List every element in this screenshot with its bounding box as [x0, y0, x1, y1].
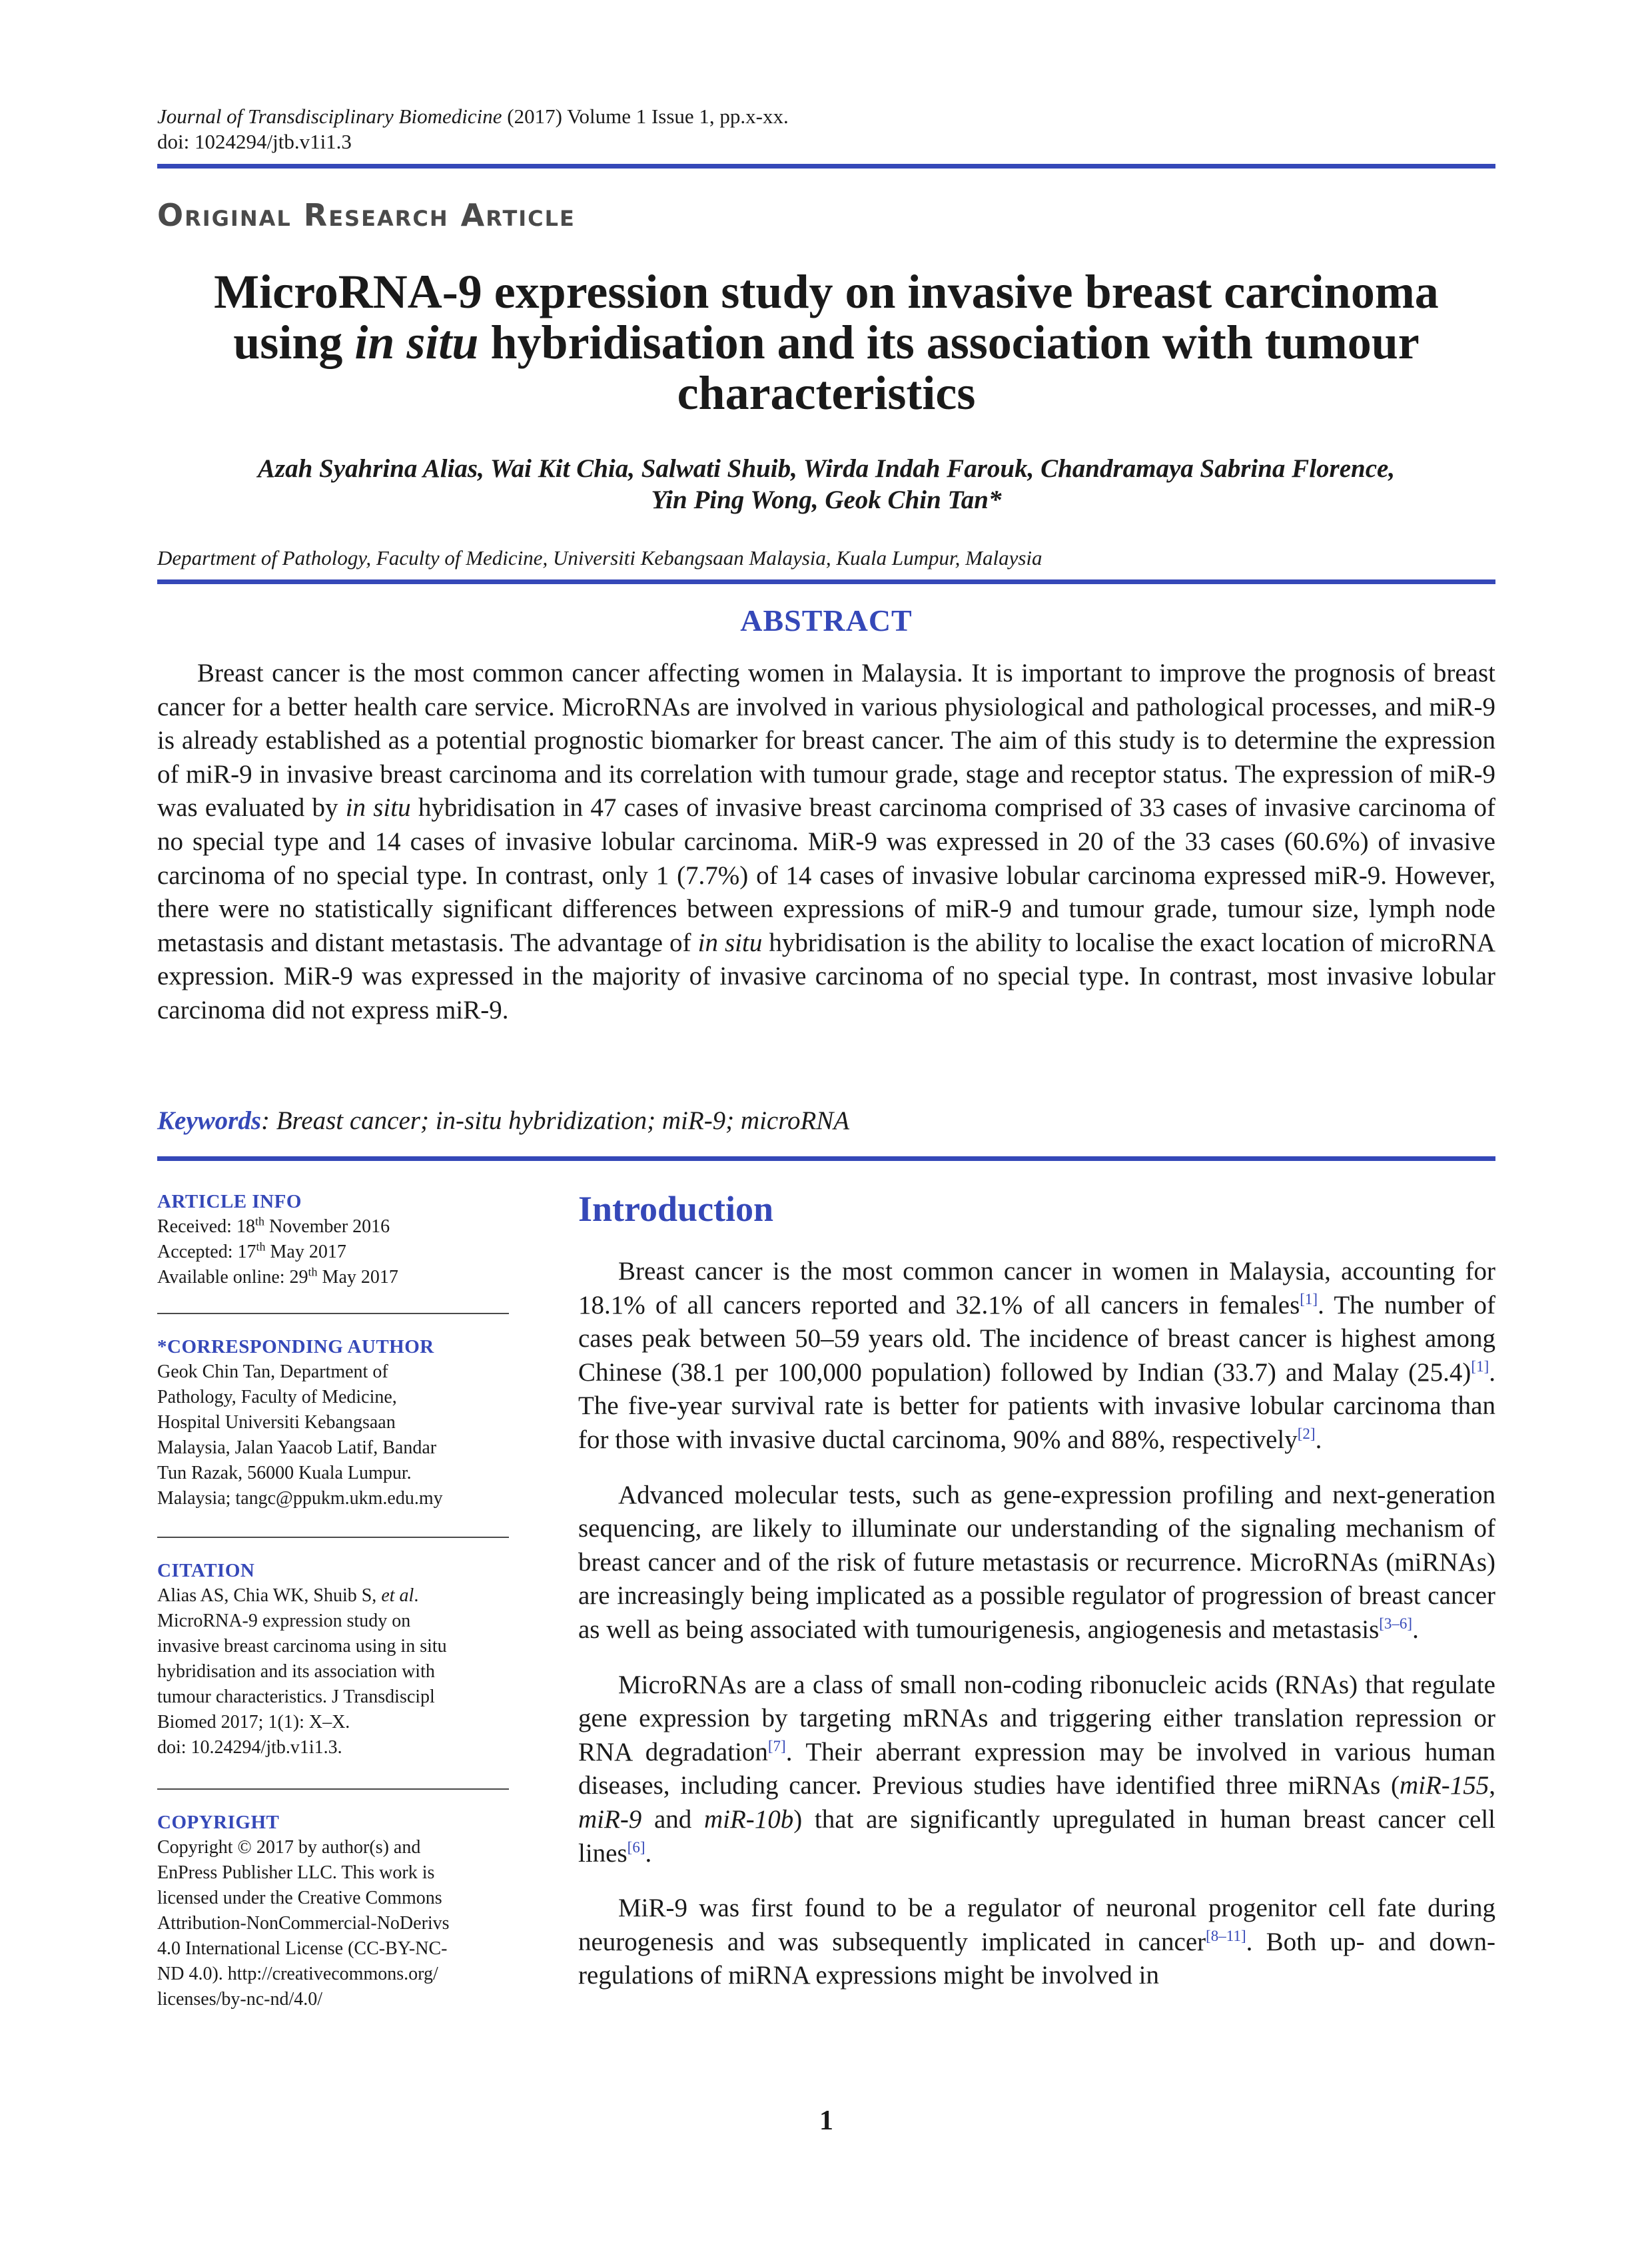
article-info-block — [157, 1189, 509, 1290]
corresponding-author-block — [157, 1334, 509, 1511]
p3-text-d: and — [641, 1804, 704, 1834]
title-line-1: MicroRNA-9 expression study on invasive breast carcinoma — [214, 265, 1439, 318]
copyright-line: licensed under the Creative Commons — [157, 1888, 442, 1908]
citation-line — [157, 1583, 509, 1609]
copyright-line: ND 4.0). http://creativecommons.org/ — [157, 1964, 438, 1984]
article-info-heading: ARTICLE INFO — [157, 1191, 302, 1212]
received-b: November 2016 — [264, 1216, 390, 1237]
intro-paragraph-1 — [578, 1255, 1495, 1457]
citation-line: invasive breast carcinoma using in situ — [157, 1636, 447, 1657]
journal-volume: (2017) Volume 1 Issue 1, pp.x-xx. — [502, 105, 789, 128]
mirna-name: miR-9 — [578, 1804, 642, 1834]
abstract-part-2: hybridisation in 47 cases of invasive breast carcinoma comprised of 33 cases of invasive carcinoma of no special type and 14 cases of invasive lobular carcinoma. MiR-9 was expressed in 20 of the 33 cases (60.6%) of invasive carcinoma of no special type. In contrast, only 1 (7.7%) of 14 cases of invasive lobular carcinoma expressed miR-9. However, there were no statistically significant differences between expressions of miR-9 and tumour grade, tumour size, lymph node metastasis and distant metastasis. The advantage of — [157, 793, 1495, 957]
p3-text-f: . — [645, 1838, 652, 1868]
keywords-text: : Breast cancer; in-situ hybridization; miR-9; microRNA — [261, 1106, 850, 1135]
main-column — [578, 1186, 1495, 2014]
reference-link[interactable]: [8–11] — [1206, 1927, 1246, 1944]
citation-line: doi: 10.24294/jtb.v1i1.3. — [157, 1737, 342, 1758]
title-line-2b: hybridisation and its association with tumour — [478, 316, 1420, 369]
p4-text-b: . Both up- and down-regulations of miRNA expressions might be involved in — [578, 1927, 1495, 1990]
header-rule — [157, 164, 1495, 169]
abstract-part-1: Breast cancer is the most common cancer affecting women in Malaysia. It is important to improve the prognosis of breast cancer for a better health care service. MicroRNAs are involved in various physiological and pathological processes, and miR-9 is already established as a potential prognostic biomarker for breast cancer. The aim of this study is to determine the expression of miR-9 in invasive breast carcinoma and its correlation with tumour grade, stage and receptor status. The expression of miR-9 was evaluated by — [157, 659, 1495, 823]
citation-block — [157, 1558, 509, 1760]
p2-text-a: Advanced molecular tests, such as gene-expression profiling and next-generation sequencing, are likely to illuminate our understanding of the signaling mechanism of breast cancer and of the risk of future metastasis or recurrence. MicroRNAs (miRNAs) are increasingly being implicated as a possible regulator of progression of breast cancer as well as being associated with tumourigenesis, angiogenesis and metastasis — [578, 1480, 1495, 1644]
copyright-line: Copyright © 2017 by author(s) and — [157, 1837, 421, 1858]
abstract-rule — [157, 1156, 1495, 1161]
author-list — [157, 453, 1495, 516]
journal-name: Journal of Transdisciplinary Biomedicine — [157, 105, 502, 128]
title-line-2-italic: in situ — [354, 316, 479, 369]
doi-line: doi: 1024294/jtb.v1i1.3 — [157, 130, 352, 153]
citation-heading: CITATION — [157, 1560, 255, 1581]
title-line-2 — [157, 317, 1495, 368]
citation-line: Biomed 2017; 1(1): X–X. — [157, 1712, 350, 1732]
reference-link[interactable]: [1] — [1471, 1357, 1489, 1375]
received-a: Received: 18 — [157, 1216, 255, 1237]
abstract-text — [157, 657, 1495, 1028]
accepted-date — [157, 1240, 509, 1265]
keywords — [157, 1106, 849, 1136]
reference-link[interactable]: [3–6] — [1379, 1615, 1413, 1632]
citation-authors: Alias AS, Chia WK, Shuib S, — [157, 1585, 382, 1606]
authors-line-2: Yin Ping Wong, Geok Chin Tan* — [651, 486, 1002, 514]
article-page — [157, 0, 1495, 2242]
reference-link[interactable]: [6] — [627, 1838, 645, 1856]
p1-text-b: . The number of cases peak between 50–59 years old. The incidence of breast cancer is highest among Chinese (38.1 per 100,000 population) followed by Indian (33.7) and Malay (25.4) — [578, 1290, 1495, 1387]
accepted-sup: th — [256, 1240, 266, 1254]
abstract-italic-1: in situ — [345, 793, 411, 823]
p3-text-a: MicroRNAs are a class of small non-coding ribonucleic acids (RNAs) that regulate gene expression by targeting mRNAs and triggering either translation repression or RNA degradation — [578, 1670, 1495, 1766]
article-title — [157, 266, 1495, 418]
citation-dot: . — [414, 1585, 419, 1606]
copyright-line: Attribution-NonCommercial-NoDerivs — [157, 1913, 450, 1934]
citation-et-al: et al — [381, 1585, 414, 1606]
intro-paragraph-2 — [578, 1479, 1495, 1647]
accepted-a: Accepted: 17 — [157, 1242, 256, 1262]
abstract-italic-2: in situ — [697, 928, 763, 957]
p3-text-e: ) that are significantly upregulated in human breast cancer cell lines — [578, 1804, 1495, 1868]
p1-text-d: . — [1315, 1425, 1322, 1454]
reference-link[interactable]: [1] — [1300, 1290, 1318, 1308]
article-type-label: Original Research Article — [157, 197, 576, 233]
reference-link[interactable]: [7] — [767, 1737, 786, 1754]
copyright-license-link[interactable]: licenses/by-nc-nd/4.0/ — [157, 1989, 323, 2010]
online-date — [157, 1265, 509, 1290]
sidebar-divider — [157, 1788, 509, 1790]
intro-paragraph-4 — [578, 1892, 1495, 1993]
abstract-part-3: hybridisation is the ability to localise the exact location of microRNA expression. MiR-9 was expressed in the majority of invasive carcinoma of no special type. In contrast, most invasive lobular carcinoma did not express miR-9. — [157, 928, 1495, 1024]
sidebar-divider — [157, 1537, 509, 1538]
copyright-line: EnPress Publisher LLC. This work is — [157, 1862, 435, 1883]
intro-paragraph-3 — [578, 1669, 1495, 1871]
page-number: 1 — [819, 2105, 833, 2136]
corresponding-line: Tun Razak, 56000 Kuala Lumpur. — [157, 1463, 412, 1483]
p4-text-a: MiR-9 was first found to be a regulator of neuronal progenitor cell fate during neurogenesis and was subsequently implicated in cancer — [578, 1894, 1495, 1956]
abstract-heading: ABSTRACT — [740, 603, 913, 637]
received-sup: th — [254, 1214, 264, 1228]
received-date — [157, 1214, 509, 1240]
mirna-name: miR-10b — [703, 1804, 794, 1834]
introduction-heading: Introduction — [578, 1189, 774, 1229]
title-line-3: characteristics — [677, 366, 976, 420]
mirna-name: miR-155 — [1399, 1771, 1489, 1800]
corresponding-line: Malaysia, Jalan Yaacob Latif, Bandar — [157, 1437, 437, 1458]
title-line-2a: using — [233, 316, 355, 369]
online-a: Available online: 29 — [157, 1267, 308, 1288]
p1-text-a: Breast cancer is the most common cancer in women in Malaysia, accounting for 18.1% of all cancers reported and 32.1% of all cancers in females — [578, 1257, 1495, 1319]
copyright-line: 4.0 International License (CC-BY-NC- — [157, 1938, 448, 1959]
copyright-heading: COPYRIGHT — [157, 1812, 280, 1833]
p3-text-c: , — [1489, 1771, 1495, 1800]
affiliation-rule — [157, 579, 1495, 584]
copyright-block — [157, 1810, 509, 2012]
accepted-b: May 2017 — [265, 1242, 346, 1262]
citation-line: hybridisation and its association with — [157, 1661, 435, 1682]
corresponding-line: Malaysia; tangc@ppukm.ukm.edu.my — [157, 1488, 443, 1509]
affiliation: Department of Pathology, Faculty of Medicine, Universiti Kebangsaan Malaysia, Kuala Lumpur, Malaysia — [157, 546, 1042, 569]
citation-line: MicroRNA-9 expression study on — [157, 1611, 411, 1631]
corresponding-line: Pathology, Faculty of Medicine, — [157, 1387, 397, 1407]
sidebar-divider — [157, 1313, 509, 1314]
corresponding-heading: *CORRESPONDING AUTHOR — [157, 1336, 434, 1357]
p1-text-c: . The five-year survival rate is better for patients with invasive lobular carcinoma than for those with invasive ductal carcinoma, 90% and 88%, respectively — [578, 1357, 1495, 1454]
p3-text-b: . Their aberrant expression may be involved in various human diseases, including cancer. Previous studies have identified three miRNAs ( — [578, 1737, 1495, 1800]
authors-line-1: Azah Syahrina Alias, Wai Kit Chia, Salwati Shuib, Wirda Indah Farouk, Chandramaya Sabrina Florence, — [257, 454, 1396, 483]
online-b: May 2017 — [317, 1267, 398, 1288]
online-sup: th — [308, 1265, 318, 1279]
corresponding-line: Geok Chin Tan, Department of — [157, 1361, 388, 1382]
reference-link[interactable]: [2] — [1297, 1425, 1316, 1442]
corresponding-line: Hospital Universiti Kebangsaan — [157, 1412, 396, 1433]
citation-line: tumour characteristics. J Transdiscipl — [157, 1686, 435, 1707]
p2-text-b: . — [1412, 1615, 1419, 1644]
journal-citation-line — [157, 104, 789, 129]
keywords-label: Keywords — [157, 1106, 261, 1135]
